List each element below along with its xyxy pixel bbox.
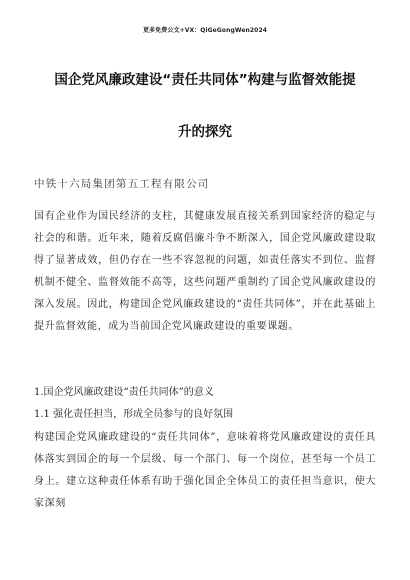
organization-name: 中铁十六局集团第五工程有限公司 [34, 178, 210, 190]
section-heading-1: 1.国企党风廉政建设“责任共同体”的意义 [34, 387, 214, 398]
paragraph-section-1-1: 构建国企党风廉政建设的“责任共同体”，意味着将党风廉政建设的责任具体落实到国企的每一个层级、每一个部门、每一个岗位，甚至每一个员工身上。建立这种责任体系有助于强化国企全体员工的责任担当意识，使大家深刻 [34, 432, 376, 509]
header-note: 更多免费公文+VX：QiGeGongWen2024 [142, 27, 267, 34]
paragraph-intro: 国有企业作为国民经济的支柱，其健康发展直接关系到国家经济的稳定与社会的和谐。近年来，随着反腐倡廉斗争不断深入，国企党风廉政建设取得了显著成效，但仍存在一些不容忽视的问题，如责任落实不到位、监督机制不健全、监督效能不高等，这些问题严重制约了国企党风廉政建设的深入发展。因此，构建国企党风廉政建设的“责任共同体”，并在此基础上提升监督效能，成为当前国企党风廉政建设的重要课题。 [34, 211, 376, 332]
subsection-heading-1-1: 1.1 强化责任担当，形成全员参与的良好氛围 [34, 409, 234, 420]
document-title-line-2: 升的探究 [178, 124, 232, 140]
document-title-line-1: 国企党风廉政建设“责任共同体”构建与监督效能提 [54, 72, 356, 88]
